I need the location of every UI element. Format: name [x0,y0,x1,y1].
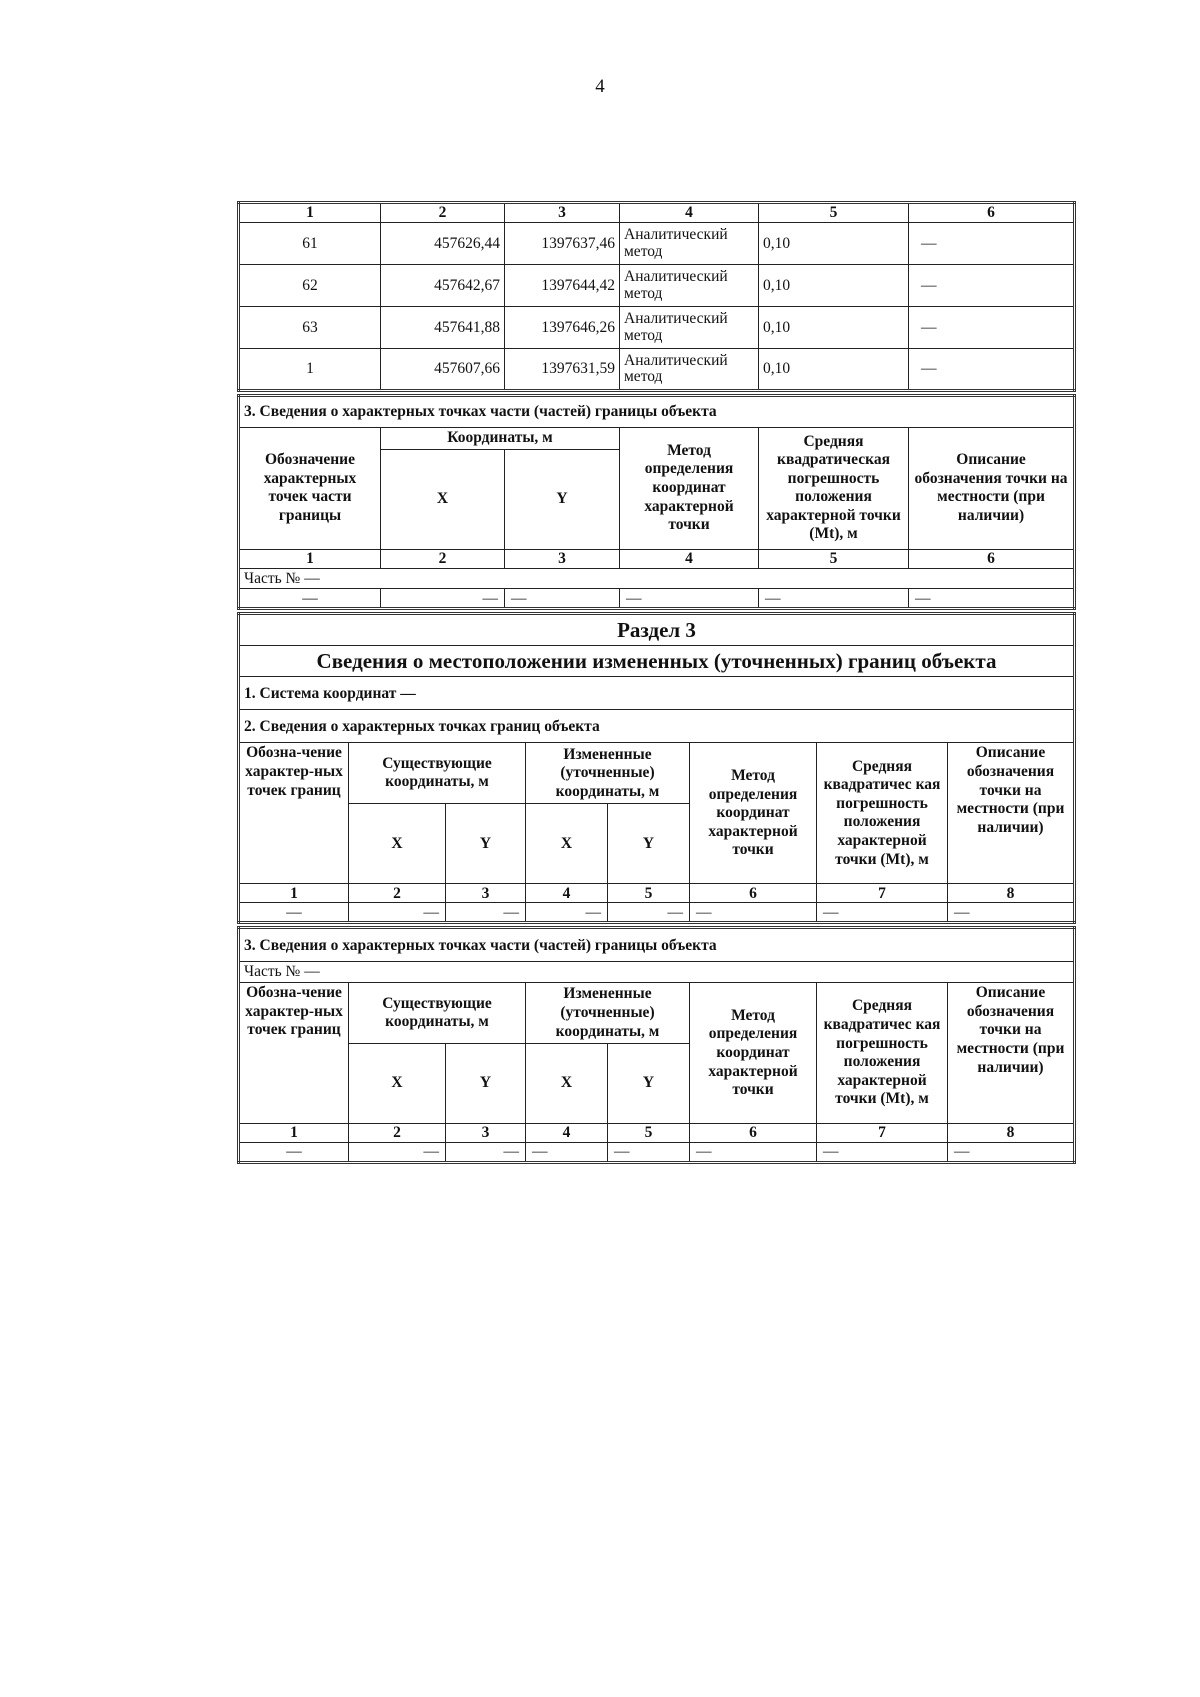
header-existing: Существующие координаты, м [349,743,526,804]
col-number: 8 [948,1124,1075,1143]
header-existing: Существующие координаты, м [349,983,526,1044]
dash-cell: — [948,903,1075,923]
header-x: X [349,1044,446,1124]
table-row [239,903,1075,923]
error: 0,10 [759,265,909,307]
col-number: 6 [690,1124,817,1143]
description: — [909,265,1075,307]
document-body [237,201,1073,1164]
description: — [909,307,1075,349]
dash-cell: — [349,1143,446,1163]
coord-y: 1397644,42 [505,265,620,307]
method: Аналитический метод [620,349,759,391]
parts-points-table [237,394,1076,610]
dash-cell: — [239,589,381,609]
col-number: 7 [817,1124,948,1143]
header-error: Средняя квадратичес кая погрешность положения характерной точки (Mt), м [817,743,948,884]
header-description: Описание обозначения точки на местности (при наличии) [909,428,1075,550]
section-subheading: Сведения о местоположении измененных (уточненных) границ объекта [239,646,1075,677]
point-id: 61 [239,223,381,265]
dash-cell: — [349,903,446,923]
coord-x: 457607,66 [381,349,505,391]
col-number: 2 [349,1124,446,1143]
part-label: Часть № — [239,568,1075,589]
col-number: 2 [349,884,446,903]
header-method: Метод определения координат характерной точки [690,983,817,1124]
dash-cell: — [608,1143,690,1163]
col-number: 2 [381,203,505,223]
col-number: 1 [239,884,349,903]
col-number: 5 [608,884,690,903]
section-title: 3. Сведения о характерных точках части (частей) границы объекта [239,928,1075,962]
header-description: Описание обозначения точки на местности (при наличии) [948,743,1075,884]
point-id: 63 [239,307,381,349]
header-error: Средняя квадратичес кая погрешность положения характерной точки (Mt), м [817,983,948,1124]
col-number: 7 [817,884,948,903]
coord-y: 1397637,46 [505,223,620,265]
coord-x: 457641,88 [381,307,505,349]
section-title: 3. Сведения о характерных точках части (частей) границы объекта [239,396,1075,428]
column-number-row [239,1124,1075,1143]
col-number: 6 [690,884,817,903]
dash-cell: — [690,1143,817,1163]
column-number-row [239,884,1075,903]
dash-cell: — [381,589,505,609]
header-changed: Измененные (уточненные) координаты, м [526,983,690,1044]
header-y: Y [446,804,526,884]
header-changed: Измененные (уточненные) координаты, м [526,743,690,804]
header-y: Y [608,1044,690,1124]
column-number-row [239,203,1075,223]
dash-cell: — [239,903,349,923]
dash-cell: — [239,1143,349,1163]
column-number-row [239,549,1075,568]
page-number: 4 [595,76,605,97]
dash-cell: — [759,589,909,609]
col-number: 5 [608,1124,690,1143]
col-number: 3 [505,203,620,223]
header-method: Метод определения координат характерной точки [690,743,817,884]
col-number: 2 [381,549,505,568]
col-number: 5 [759,549,909,568]
dash-cell: — [817,903,948,923]
col-number: 3 [446,1124,526,1143]
dash-cell: — [526,903,608,923]
header-coords: Координаты, м [381,428,620,450]
error: 0,10 [759,307,909,349]
points-table-continued [237,201,1076,392]
method: Аналитический метод [620,265,759,307]
col-number: 1 [239,549,381,568]
dash-cell: — [620,589,759,609]
section-title: 2. Сведения о характерных точках границ объекта [239,710,1075,743]
dash-cell: — [446,903,526,923]
col-number: 5 [759,203,909,223]
col-number: 4 [526,884,608,903]
col-number: 1 [239,1124,349,1143]
dash-cell: — [505,589,620,609]
header-x: X [349,804,446,884]
coordinate-system: 1. Система координат — [239,677,1075,710]
header-x: X [526,804,608,884]
table-row [239,349,1075,391]
error: 0,10 [759,223,909,265]
col-number: 3 [505,549,620,568]
coord-x: 457626,44 [381,223,505,265]
coord-x: 457642,67 [381,265,505,307]
dash-cell: — [526,1143,608,1163]
section-3-parts-table [237,926,1076,1164]
description: — [909,223,1075,265]
dash-cell: — [608,903,690,923]
dash-cell: — [948,1143,1075,1163]
part-label: Часть № — [239,962,1075,983]
dash-cell: — [909,589,1075,609]
col-number: 3 [446,884,526,903]
dash-cell: — [446,1143,526,1163]
header-x: X [381,449,505,549]
col-number: 6 [909,549,1075,568]
col-number: 1 [239,203,381,223]
header-description: Описание обозначения точки на местности (при наличии) [948,983,1075,1124]
col-number: 6 [909,203,1075,223]
header-point: Обозна-чение характер-ных точек границ [239,743,349,884]
method: Аналитический метод [620,223,759,265]
header-method: Метод определения координат характерной точки [620,428,759,550]
error: 0,10 [759,349,909,391]
dash-cell: — [817,1143,948,1163]
header-y: Y [505,449,620,549]
section-heading: Раздел 3 [239,614,1075,646]
point-id: 1 [239,349,381,391]
table-row [239,223,1075,265]
header-y: Y [446,1044,526,1124]
col-number: 8 [948,884,1075,903]
col-number: 4 [526,1124,608,1143]
coord-y: 1397631,59 [505,349,620,391]
description: — [909,349,1075,391]
col-number: 4 [620,203,759,223]
header-point: Обозначение характерных точек части границы [239,428,381,550]
table-row [239,265,1075,307]
table-row [239,1143,1075,1163]
header-point: Обозна-чение характер-ных точек границ [239,983,349,1124]
header-x: X [526,1044,608,1124]
header-error: Средняя квадратическая погрешность положения характерной точки (Mt), м [759,428,909,550]
method: Аналитический метод [620,307,759,349]
section-3-table [237,612,1076,924]
point-id: 62 [239,265,381,307]
dash-cell: — [690,903,817,923]
col-number: 4 [620,549,759,568]
header-y: Y [608,804,690,884]
table-row [239,307,1075,349]
table-row [239,589,1075,609]
coord-y: 1397646,26 [505,307,620,349]
